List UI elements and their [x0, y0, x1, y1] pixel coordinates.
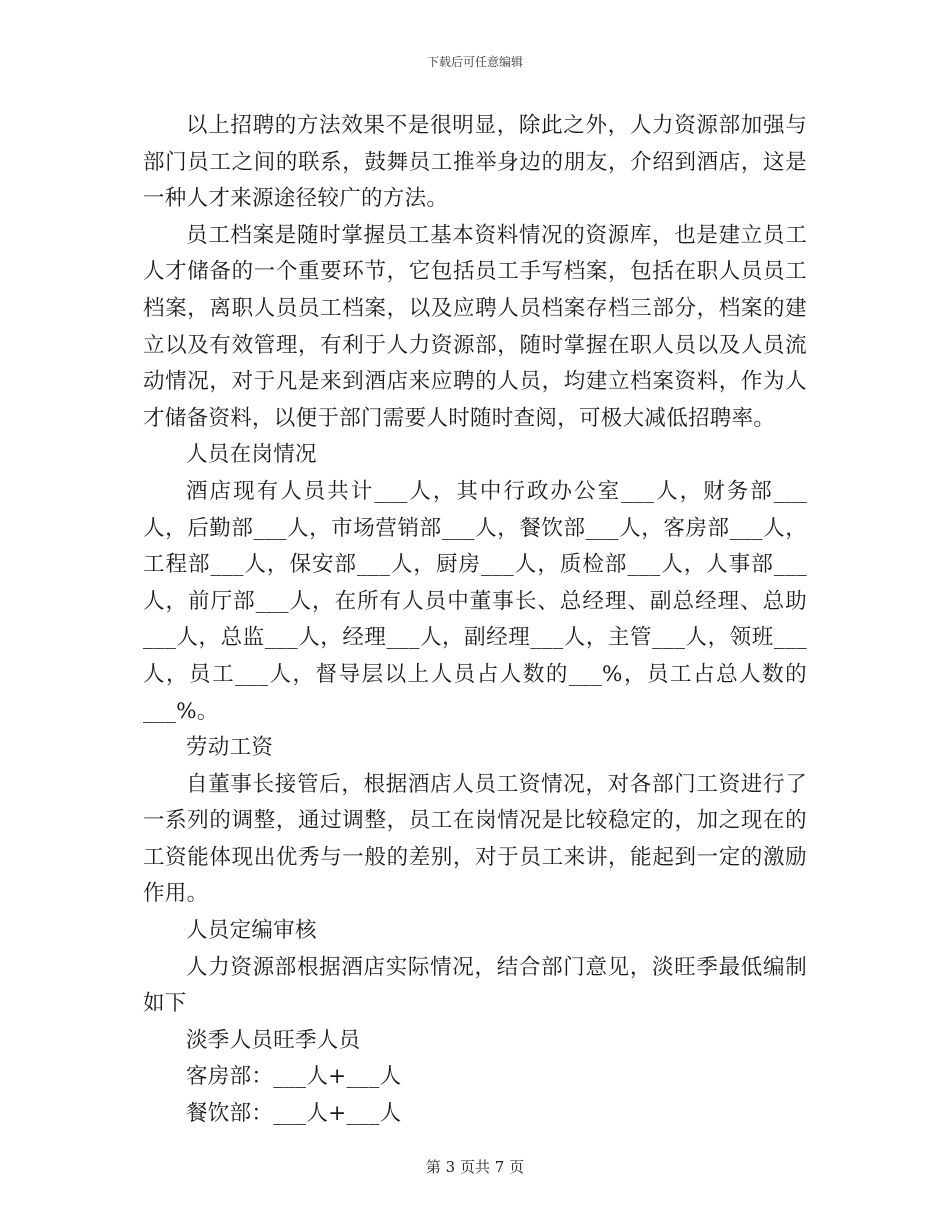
heading-staff-on-duty: 人员在岗情况 [186, 442, 317, 468]
paragraph-employee-files: 员工档案是随时掌握员工基本资料情况的资源库，也是建立员工人才储备的一个重要环节，它包括员工手写档案，包括在职人员员工档案，离职人员员工档案，以及应聘人员档案存档三部分，档案的建立以及有效管理，有利于人力资源部，随时掌握在职人员以及人员流动情况，对于凡是来到酒店来应聘的人员，均建立档案资料，作为人才储备资料，以便于部门需要人时随时查阅，可极大减低招聘率。 [143, 222, 807, 431]
page-header-note: 下载后可任意编辑 [426, 55, 523, 69]
staffing-housekeeping: 客房部：___人+___人 [186, 1064, 402, 1090]
paragraph-wage-adjustment: 自董事长接管后，根据酒店人员工资情况，对各部门工资进行了一系列的调整，通过调整，员工在岗情况是比较稳定的，加之现在的工资能体现出优秀与一般的差别，对于员工来讲，能起到一定的激励作用。 [143, 771, 807, 907]
document-body [143, 108, 807, 1133]
heading-labor-wages: 劳动工资 [186, 735, 274, 761]
paragraph-staff-counts: 酒店现有人员共计___人，其中行政办公室___人，财务部___人，后勤部___人，市场营销部___人，餐饮部___人，客房部___人，工程部___人，保安部___人，厨房___人，质检部___人，人事部___人，前厅部___人，在所有人员中董事长、总经理、副总经理、总助___人，总监___人，经理___人，副经理___人，主管___人，领班___人，员工___人，督导层以上人员占人数的___%，员工占总人数的___%。 [143, 478, 807, 724]
paragraph-staffing-plan: 人力资源部根据酒店实际情况，结合部门意见，淡旺季最低编制如下 [143, 954, 807, 1017]
staffing-food-beverage: 餐饮部：___人+___人 [186, 1101, 402, 1127]
staffing-columns-label: 淡季人员旺季人员 [186, 1027, 361, 1053]
heading-staffing-review: 人员定编审核 [186, 918, 317, 944]
page-number: 第 3 页共 7 页 [425, 1158, 525, 1176]
paragraph-recruitment-methods: 以上招聘的方法效果不是很明显，除此之外，人力资源部加强与部门员工之间的联系，鼓舞员工推举身边的朋友，介绍到酒店，这是一种人才来源途径较广的方法。 [143, 113, 807, 212]
